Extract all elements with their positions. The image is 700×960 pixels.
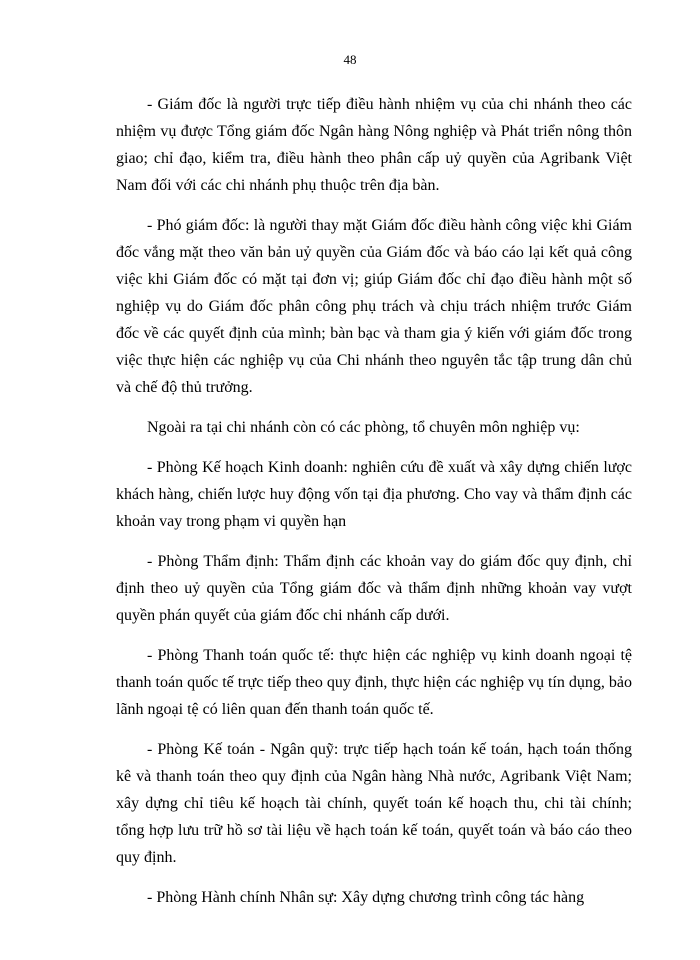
- document-body: [116, 91, 632, 924]
- paragraph-phong-hanh-chinh: - Phòng Hành chính Nhân sự: Xây dựng chương trình công tác hàng: [147, 889, 585, 906]
- paragraph-phong-tham-dinh: - Phòng Thẩm định: Thẩm định các khoản vay do giám đốc quy định, chỉ định theo uỷ quyền của Tổng giám đốc và thẩm định những khoản vay vượt quyền phán quyết của giám đốc chi nhánh cấp dưới.: [116, 553, 632, 624]
- paragraph-phong-ke-toan: - Phòng Kế toán - Ngân quỹ: trực tiếp hạch toán kế toán, hạch toán thống kê và thanh toán theo quy định của Ngân hàng Nhà nước, Agribank Việt Nam; xây dựng chỉ tiêu kế hoạch tài chính, quyết toán kế hoạch thu, chi tài chính; tổng hợp lưu trữ hồ sơ tài liệu về hạch toán kế toán, quyết toán và báo cáo theo quy định.: [116, 741, 632, 866]
- paragraph-phong-ke-hoach: - Phòng Kế hoạch Kinh doanh: nghiên cứu đề xuất và xây dựng chiến lược khách hàng, chiến lược huy động vốn tại địa phương. Cho vay và thẩm định các khoản vay trong phạm vi quyền hạn: [116, 459, 632, 530]
- page-number: 48: [343, 52, 357, 67]
- paragraph-giam-doc: - Giám đốc là người trực tiếp điều hành nhiệm vụ của chi nhánh theo các nhiệm vụ được Tổng giám đốc Ngân hàng Nông nghiệp và Phát triển nông thôn giao; chỉ đạo, kiểm tra, điều hành theo phân cấp uỷ quyền của Agribank Việt Nam đối với các chi nhánh phụ thuộc trên địa bàn.: [116, 96, 632, 194]
- paragraph-pho-giam-doc: - Phó giám đốc: là người thay mặt Giám đốc điều hành công việc khi Giám đốc vắng mặt theo văn bản uỷ quyền của Giám đốc và báo cáo lại kết quả công việc khi Giám đốc có mặt tại đơn vị; giúp Giám đốc chỉ đạo điều hành một số nghiệp vụ do Giám đốc phân công phụ trách và chịu trách nhiệm trước Giám đốc về các quyết định của mình; bàn bạc và tham gia ý kiến với giám đốc trong việc thực hiện các nghiệp vụ của Chi nhánh theo nguyên tắc tập trung dân chủ và chế độ thủ trưởng.: [116, 217, 632, 396]
- paragraph-intro-phong: Ngoài ra tại chi nhánh còn có các phòng, tổ chuyên môn nghiệp vụ:: [147, 419, 580, 436]
- paragraph-phong-thanh-toan: - Phòng Thanh toán quốc tế: thực hiện các nghiệp vụ kinh doanh ngoại tệ thanh toán quốc tế trực tiếp theo quy định, thực hiện các nghiệp vụ tín dụng, bảo lãnh ngoại tệ có liên quan đến thanh toán quốc tế.: [116, 647, 632, 718]
